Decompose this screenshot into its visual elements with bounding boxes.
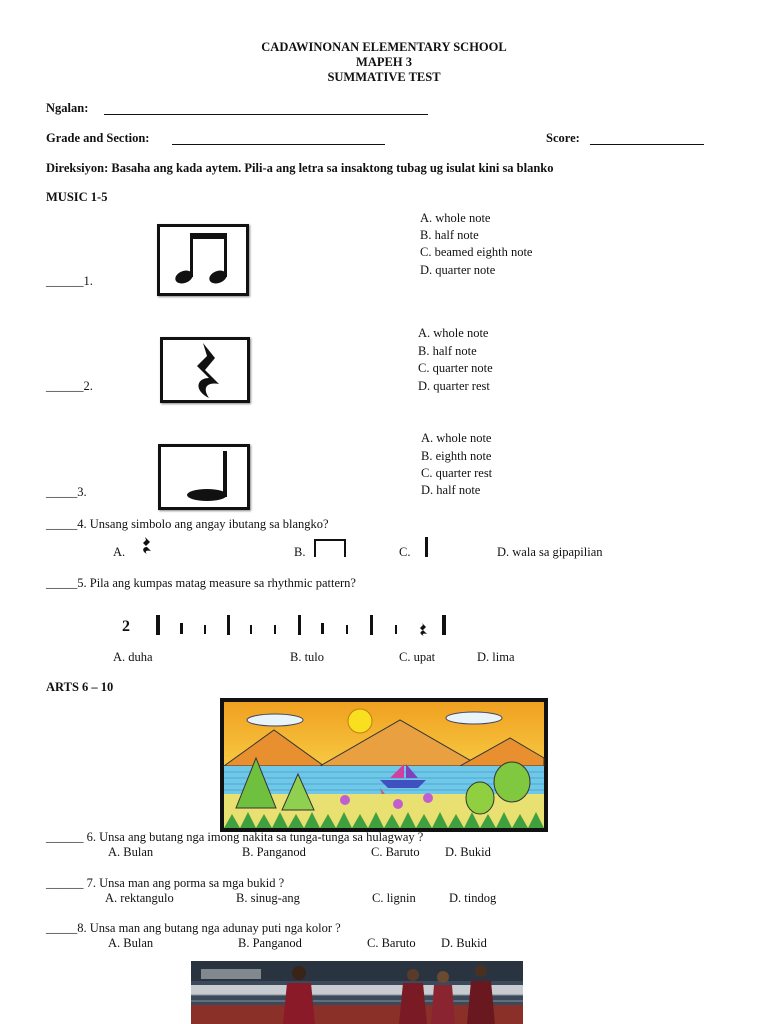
q3-option-b[interactable]: B. eighth note — [421, 449, 492, 463]
q4-option-b[interactable]: B. — [294, 545, 306, 559]
q8-question: _____8. Unsa man ang butang nga adunay puti nga kolor ? — [46, 921, 341, 935]
q7-question: ______ 7. Unsa man ang porma sa mga bukid ? — [46, 876, 285, 890]
q2-number[interactable]: ______2. — [46, 379, 93, 393]
q3-image-box — [158, 444, 250, 510]
pattern-barline — [156, 615, 160, 635]
pattern-note — [274, 625, 276, 634]
q1-option-d[interactable]: D. quarter note — [420, 263, 496, 277]
q6-option-b[interactable]: B. Panganod — [242, 845, 306, 859]
q6-option-d[interactable]: D. Bukid — [445, 845, 491, 859]
arts-heading: ARTS 6 – 10 — [46, 680, 114, 694]
q3-number[interactable]: _____3. — [46, 485, 87, 499]
directions: Direksiyon: Basaha ang kada aytem. Pili-a ang letra sa insaktong tubag ug isulat kini sa blanko — [46, 161, 554, 175]
q8-option-a[interactable]: A. Bulan — [108, 936, 154, 950]
beamed-eighth-note-icon — [160, 227, 246, 293]
pattern-note — [204, 625, 206, 634]
q1-number[interactable]: ______1. — [46, 274, 93, 288]
q2-option-c[interactable]: C. quarter note — [418, 361, 493, 375]
q1-option-c[interactable]: C. beamed eighth note — [420, 245, 533, 259]
pattern-barline — [298, 615, 301, 635]
q1-option-b[interactable]: B. half note — [420, 228, 479, 242]
bar-line-icon — [425, 537, 428, 557]
grade-section-label: Grade and Section: — [46, 131, 150, 145]
test-title: SUMMATIVE TEST — [327, 70, 441, 84]
runners-photo — [191, 961, 523, 1024]
q2-option-b[interactable]: B. half note — [418, 344, 477, 358]
pattern-note — [180, 623, 183, 634]
q5-option-c[interactable]: C. upat — [399, 650, 436, 664]
q5-option-d[interactable]: D. lima — [477, 650, 515, 664]
half-note-icon — [161, 447, 247, 507]
q2-image-box — [160, 337, 250, 403]
grade-section-blank[interactable] — [172, 144, 385, 145]
q7-option-a[interactable]: A. rektangulo — [105, 891, 174, 905]
q5-question: _____5. Pila ang kumpas matag measure sa rhythmic pattern? — [46, 576, 356, 590]
q3-option-c[interactable]: C. quarter rest — [421, 466, 493, 480]
measure-bracket-icon — [313, 538, 347, 558]
q8-option-d[interactable]: D. Bukid — [441, 936, 487, 950]
q7-option-b[interactable]: B. sinug-ang — [236, 891, 300, 905]
q8-option-b[interactable]: B. Panganod — [238, 936, 302, 950]
q1-option-a[interactable]: A. whole note — [420, 211, 491, 225]
q7-option-c[interactable]: C. lignin — [372, 891, 416, 905]
q6-option-c[interactable]: C. Baruto — [371, 845, 420, 859]
q5-option-a[interactable]: A. duha — [113, 650, 153, 664]
q1-image-box — [157, 224, 249, 296]
pattern-note — [321, 623, 324, 634]
q8-option-c[interactable]: C. Baruto — [367, 936, 416, 950]
landscape-drawing — [220, 698, 548, 832]
q6-option-a[interactable]: A. Bulan — [108, 845, 154, 859]
quarter-rest-small-icon — [140, 536, 152, 554]
name-label: Ngalan: — [46, 101, 89, 115]
q4-option-a[interactable]: A. — [113, 545, 126, 559]
q2-option-d[interactable]: D. quarter rest — [418, 379, 490, 393]
q7-option-d[interactable]: D. tindog — [449, 891, 497, 905]
subject-title: MAPEH 3 — [356, 55, 412, 69]
pattern-barline — [227, 615, 230, 635]
pattern-note — [250, 625, 252, 634]
pattern-note — [346, 625, 348, 634]
time-signature: 2 — [122, 618, 130, 635]
pattern-note — [395, 625, 397, 634]
q5-option-b[interactable]: B. tulo — [290, 650, 325, 664]
school-name: CADAWINONAN ELEMENTARY SCHOOL — [261, 40, 507, 54]
name-blank[interactable] — [104, 114, 428, 115]
score-blank[interactable] — [590, 144, 704, 145]
pattern-rest-icon — [418, 622, 428, 636]
q4-question: _____4. Unsang simbolo ang angay ibutang sa blangko? — [46, 517, 329, 531]
quarter-rest-icon — [163, 340, 247, 400]
q6-question: ______ 6. Unsa ang butang nga imong nakita sa tunga-tunga sa hulagway ? — [46, 830, 424, 844]
pattern-rest — [370, 615, 373, 635]
q2-option-a[interactable]: A. whole note — [418, 326, 489, 340]
q4-option-c[interactable]: C. — [399, 545, 411, 559]
q4-option-d[interactable]: D. wala sa gipapilian — [497, 545, 603, 559]
score-label: Score: — [546, 131, 580, 145]
pattern-barline — [442, 615, 446, 635]
music-heading: MUSIC 1-5 — [46, 190, 108, 204]
q3-option-d[interactable]: D. half note — [421, 483, 481, 497]
q3-option-a[interactable]: A. whole note — [421, 431, 492, 445]
